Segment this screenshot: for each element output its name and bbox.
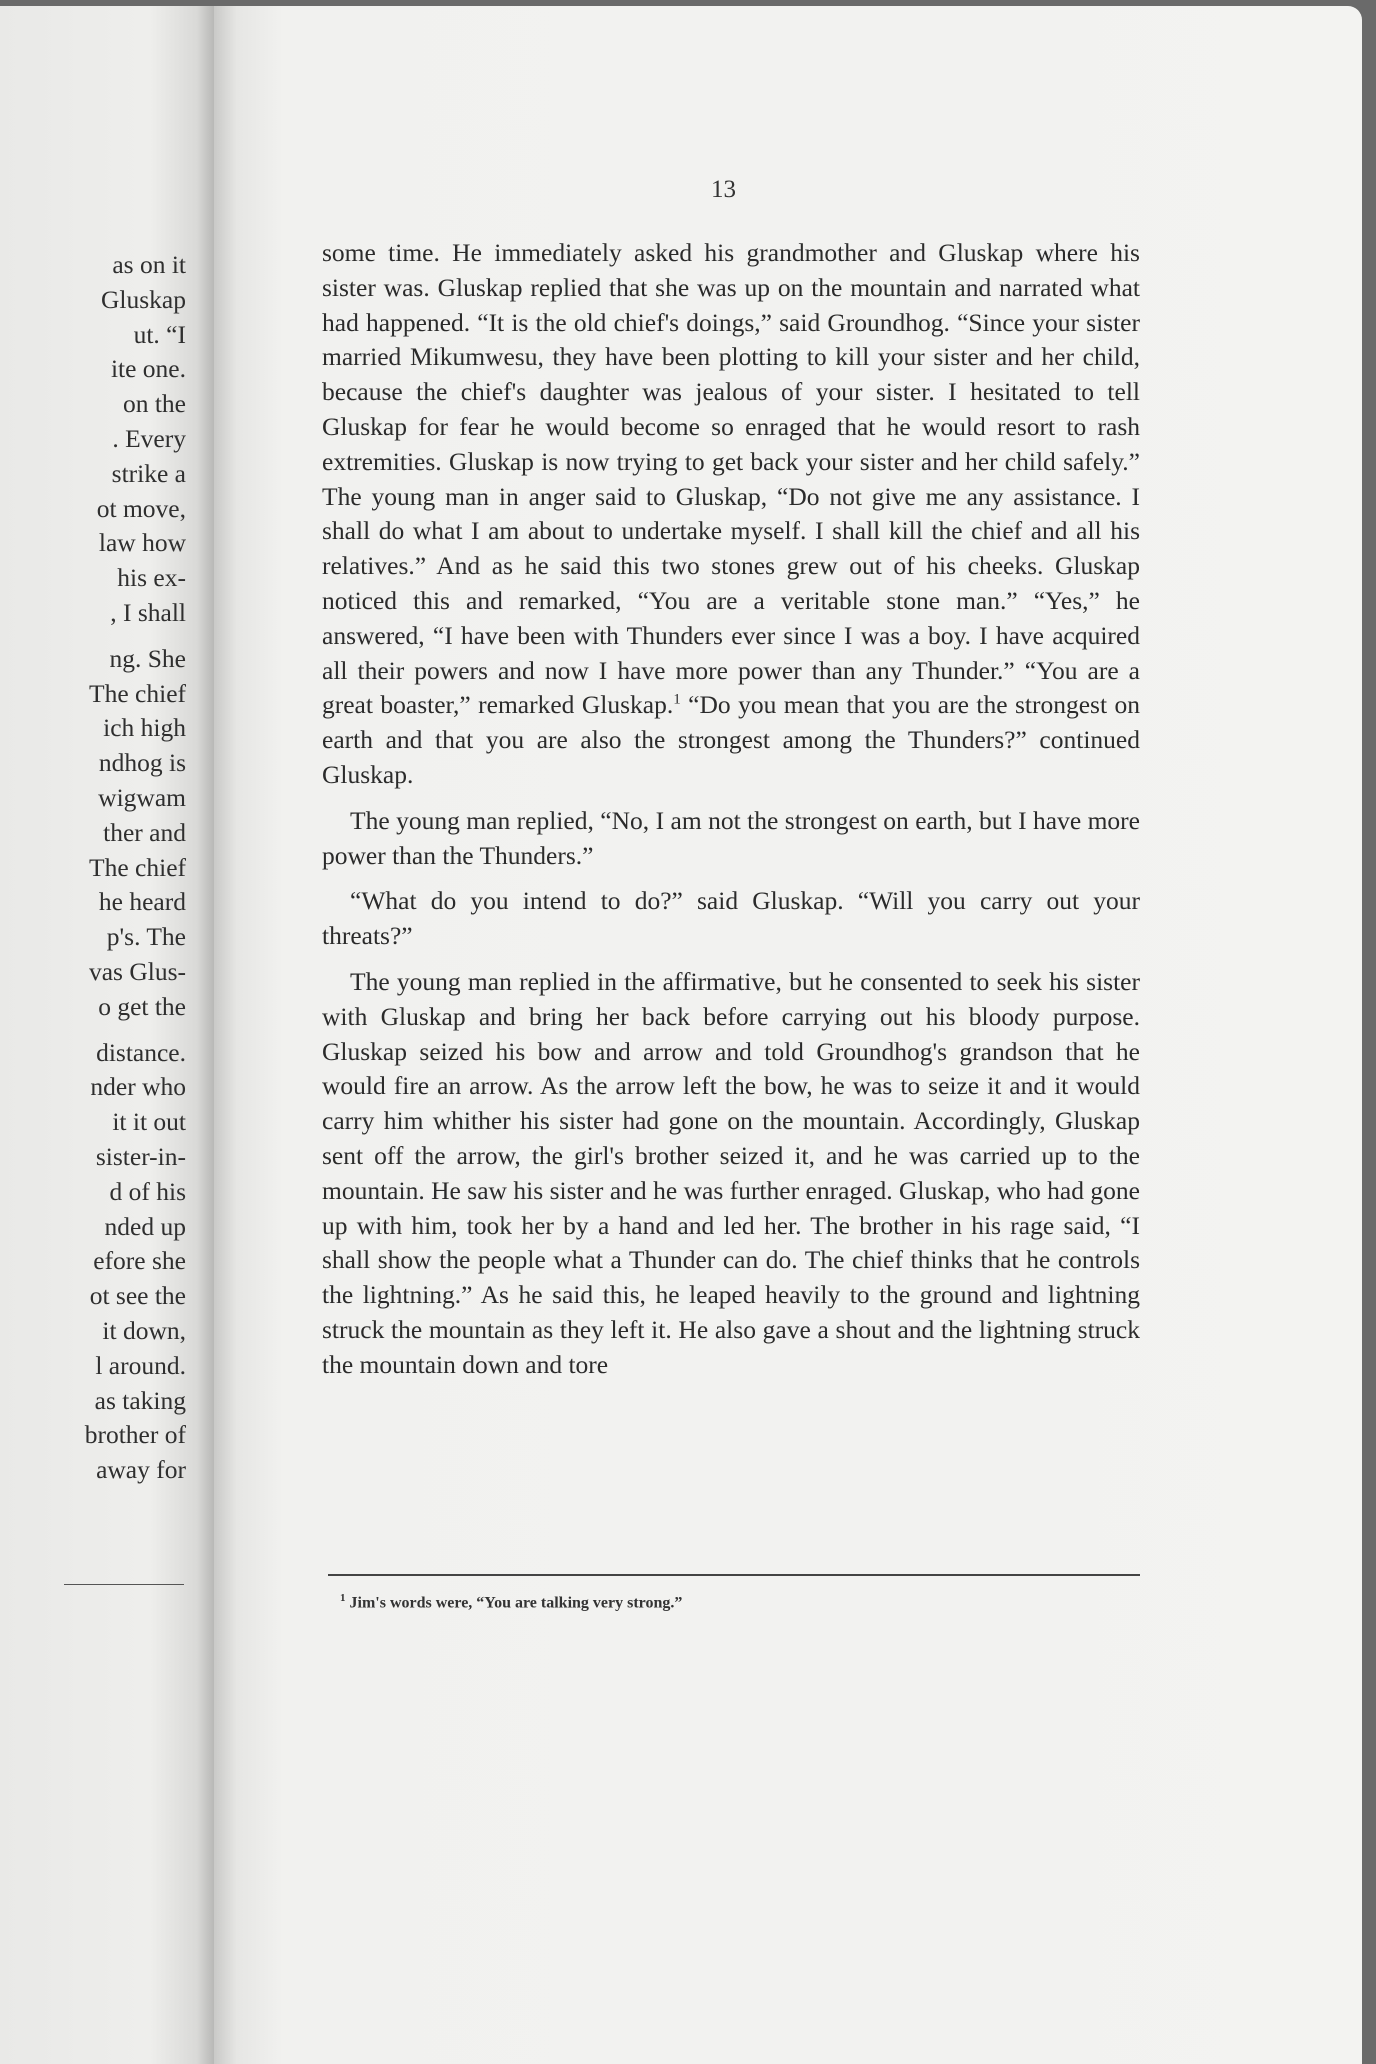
left-page-line: Gluskap [101,284,186,314]
left-page-line: ther and [103,817,186,847]
page-number: 13 [711,176,736,203]
left-page-line: , I shall [110,597,186,627]
left-page-line: d of his [109,1176,186,1206]
left-page-line: . Every [112,423,186,453]
left-page-line: as taking [94,1385,186,1415]
left-page-line: ot see the [89,1281,186,1311]
left-page-line: strike a [111,458,186,488]
left-page-line: wigwam [98,782,186,812]
left-page-footnote-rule [64,1584,184,1585]
left-page-line: away for [96,1455,186,1485]
left-page-line: The chief [89,852,186,882]
paragraph: The young man replied in the affirmative, but he consented to seek his sister with Gluskap and bring her back before carrying out his bloody purpose. Gluskap seized his bow and arrow and told Groundhog's grandson that he would fire an arrow. As the arrow left the bow, he was to seize it and it would carry him whither his sister had gone on the mountain. Accordingly, Gluskap sent off the arrow, the girl's brother seized it, and he was carried up to the mountain. He saw his sister and he was further enraged. Gluskap, who had gone up with him, took her by a hand and led her. The brother in his rage said, “I shall show the people what a Thunder can do. The chief thinks that he controls the lightning.” As he said this, he leaped heavily to the ground and lightning struck the mountain as they left it. He also gave a shout and the lightning struck the mountain down and tore [322,966,1140,1379]
left-page-line: as on it [112,250,186,279]
paragraph [322,236,1140,793]
footnote-marker: 1 [340,1592,346,1604]
paragraph-gap [0,631,186,642]
left-page-line: distance. [96,1037,186,1067]
left-page-line: ng. She [109,643,186,673]
footnote-rule [328,1574,1140,1576]
left-page-line: p's. The [106,922,186,952]
left-page-line: ich high [103,713,186,743]
left-page-line: efore she [93,1246,186,1276]
footnote-text: Jim's words were, “You are talking very strong.” [345,1594,683,1612]
left-page-line: on the [122,389,186,419]
left-page-line: he heard [98,887,186,917]
footnote-reference: 1 [673,691,681,708]
left-page-line: vas Glus- [88,956,186,986]
body-text [322,236,1140,1383]
left-page-line: ot move, [96,493,186,523]
left-page-line: nder who [90,1072,186,1102]
left-page-line: law how [98,528,186,558]
left-page-line: his ex- [117,563,186,593]
left-page-line: l around. [95,1350,186,1380]
left-page-line: it it out [112,1107,186,1137]
left-page-line: The chief [89,678,186,708]
left-page-line: brother of [84,1420,186,1450]
left-page-line: sister-in- [95,1141,186,1171]
left-page-text [0,248,186,1488]
left-facing-page [0,6,214,2064]
left-page-line: it down, [102,1315,186,1345]
paragraph-text: some time. He immediately asked his grandmother and Gluskap where his sister was. Gluskap replied that she was up on the mountain and narrated what had happened. “It is the old chief's doings,” said Groundhog. “Since your sister married Mikumwesu, they have been plotting to kill your sister and her child, because the chief's daughter was jealous of your sister. I hesitated to tell Gluskap for fear he would become so enraged that he would resort to rash extremities. Gluskap is now trying to get back your sister and her child safely.” The young man in anger said to Gluskap, “Do not give me any assistance. I shall do what I am about to undertake myself. I shall kill the chief and all his relatives.” And as he said this two stones grew out of his cheeks. Gluskap noticed this and remarked, “You are a veritable stone man.” “Yes,” he answered, “I have been with Thunders ever since I was a boy. I have acquired all their powers and now I have more power than any Thunder.” “You are a great boaster,” remarked Gluskap. [322,238,1140,720]
footnote [340,1592,682,1612]
paragraph: “What do you intend to do?” said Gluskap. “Will you carry out your threats?” [322,886,1140,951]
left-page-line: ut. “I [133,319,186,349]
left-page-line: ite one. [110,354,186,384]
paragraph-gap [0,1025,186,1036]
paragraph-text: “Do you mean that you are the strongest on earth and that you are also the strongest among the Thunders?” continued Gluskap. [322,690,1140,789]
left-page-line: ndhog is [98,748,186,778]
left-page-line: nded up [104,1211,186,1241]
left-page-line: o get the [98,991,186,1021]
paragraph: The young man replied, “No, I am not the strongest on earth, but I have more power than the Thunders.” [322,805,1140,870]
